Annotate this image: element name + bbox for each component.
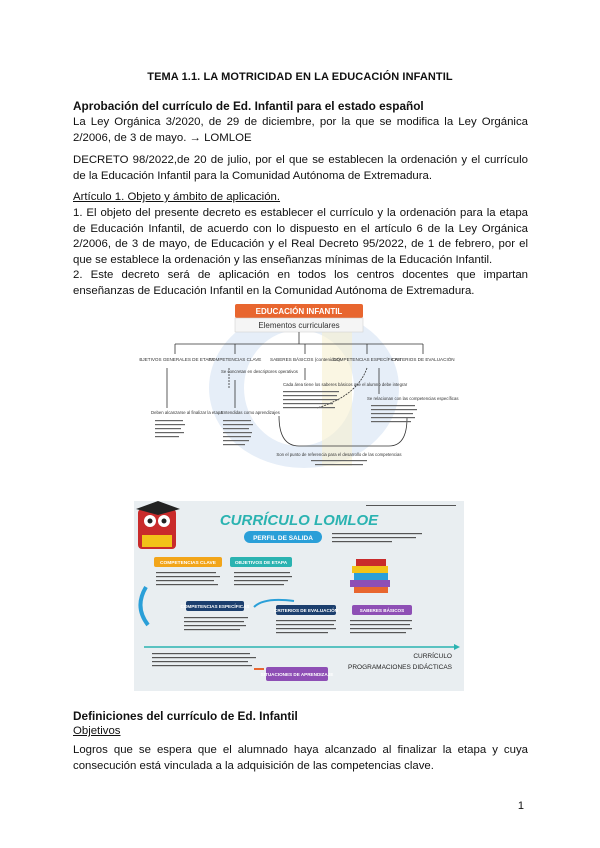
- note-finalizar: Deben alcanzarse al finalizar la etapa: [151, 410, 223, 415]
- note-aprendizajes: Entendidas como aprendizajes: [221, 410, 280, 415]
- curricular-elements-diagram: [139, 296, 459, 483]
- paragraph-article-1: 1. El objeto del presente decreto es establecer el currículo y la ordenación para la etapa de Educación Infantil, de acuerdo con lo dispuesto en el artículo 6 de la Ley Orgánica 2/2006, de 3 de mayo, de Educación y el Real Decreto 95/2022, de 1 de febrero, por el que se establece la ordenación y las enseñanzas mínimas de la Educación Infantil.: [73, 207, 528, 266]
- note-saberes: Cada área tiene los saberes básicos que el alumno debe integrar: [283, 382, 408, 387]
- curriculo-lomloe-infographic: [134, 501, 464, 691]
- paragraph-article-2: 2. Este decreto será de aplicación en todos los centros docentes que impartan enseñanzas de Educación Infantil en la Comunidad Autónoma de Extremadura.: [73, 269, 528, 297]
- tag-situaciones-aprendizaje: SITUACIONES DE APRENDIZAJE: [260, 672, 334, 677]
- tag-criterios-evaluacion: CRITERIOS DE EVALUACIÓN: [274, 608, 338, 613]
- article-title: Artículo 1. Objeto y ámbito de aplicación.: [73, 191, 281, 203]
- label-programaciones: PROGRAMACIONES DIDÁCTICAS: [347, 664, 452, 671]
- note-descriptores: Se concretan en descriptores operativos: [221, 369, 298, 374]
- branch-competencias-clave: COMPETENCIAS CLAVE: [208, 357, 262, 362]
- note-criterios: Se relacionan con las competencias específicas: [367, 396, 459, 401]
- tag-competencias-clave: COMPETENCIAS CLAVE: [160, 561, 216, 566]
- books-icon: [350, 559, 390, 593]
- tag-saberes-basicos: SABERES BÁSICOS: [359, 608, 405, 613]
- tag-perfil-salida: PERFIL DE SALIDA: [253, 535, 313, 542]
- infographic-title: CURRÍCULO LOMLOE: [219, 512, 379, 529]
- page-number: 1: [517, 800, 524, 812]
- section-heading-aprobacion: Aprobación del currículo de Ed. Infantil para el estado español: [73, 99, 424, 113]
- branch-criterios: CRITERIOS DE EVALUACIÓN: [391, 357, 455, 362]
- branch-saberes: SABERES BÁSICOS (contenidos): [270, 357, 340, 362]
- diagram-banner-text: EDUCACIÓN INFANTIL: [255, 307, 343, 316]
- diagram-subtitle: Elementos curriculares: [258, 321, 340, 330]
- tag-objetivos-etapa: OBJETIVOS DE ETAPA: [234, 561, 288, 566]
- paragraph-decreto: DECRETO 98/2022,de 20 de julio, por el que se establecen la ordenación y el currículo de la Educación Infantil para la Comunidad Autónoma de Extremadura.: [73, 154, 528, 182]
- branch-objetivos: OBJETIVOS GENERALES DE ETAPA: [139, 357, 215, 362]
- branch-competencias-especificas: COMPETENCIAS ESPECÍFICAS: [332, 357, 402, 362]
- label-curriculo: CURRÍCULO: [413, 653, 452, 660]
- paragraph-objetivos: Logros que se espera que el alumnado haya alcanzado al finalizar la etapa y cuya consecución está vinculada a la adquisición de las competencias clave.: [73, 744, 528, 772]
- note-punto-referencia: Son el punto de referencia para el desarrollo de las competencias: [276, 452, 402, 457]
- tag-competencias-especificas: COMPETENCIAS ESPECÍFICAS: [180, 604, 250, 609]
- section-heading-definiciones: Definiciones del currículo de Ed. Infantil: [73, 709, 298, 723]
- subheading-objetivos: Objetivos: [73, 725, 121, 737]
- paragraph-lomloe: La Ley Orgánica 3/2020, de 29 de diciembre, por la que se modifica la Ley Orgánica 2/2006, de 3 de mayo. → LOMLOE: [73, 116, 528, 144]
- page-title: TEMA 1.1. LA MOTRICIDAD EN LA EDUCACIÓN INFANTIL: [147, 71, 453, 83]
